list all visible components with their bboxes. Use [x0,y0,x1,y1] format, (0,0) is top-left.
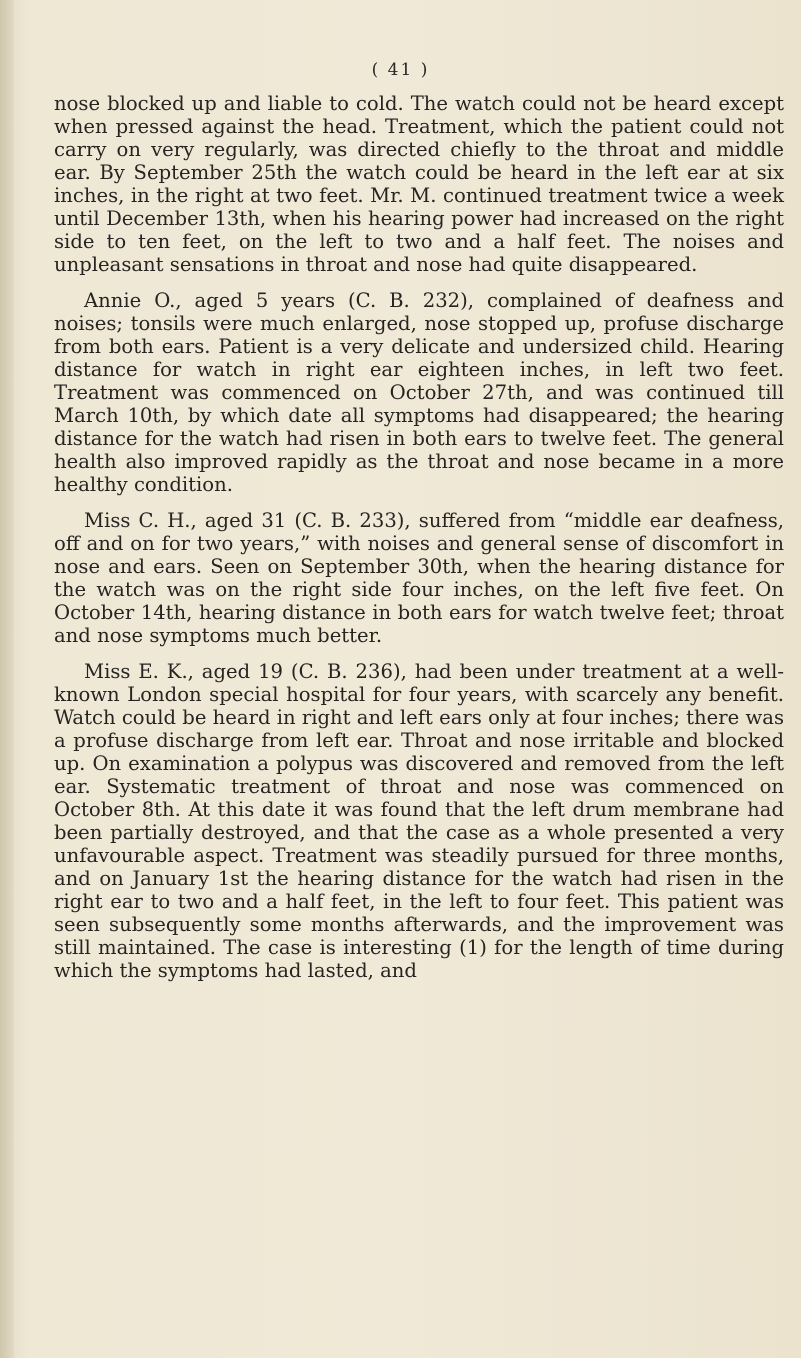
body-text [54,92,784,982]
paragraph-annie-o: Annie O., aged 5 years (C. B. 232), complained of deafness and noises; tonsils were much enlarged, nose stopped up, profuse discharge from both ears. Patient is a very delicate and undersized child. Hearing distance for watch in right ear eighteen inches, in left two feet. Treatment was commenced on October 27th, and was continued till March 10th, by which date all symptoms had disappeared; the hearing distance for the watch had risen in both ears to twelve feet. The general health also improved rapidly as the throat and nose became in a more healthy condition. [54,289,784,496]
page-binding-edge [0,0,14,1358]
paragraph-miss-e-k: Miss E. K., aged 19 (C. B. 236), had been under treatment at a well-known London special hospital for four years, with scarcely any benefit. Watch could be heard in right and left ears only at four inches; there was a profuse discharge from left ear. Throat and nose irritable and blocked up. On examination a polypus was discovered and removed from the left ear. Systematic treatment of throat and nose was commenced on October 8th. At this date it was found that the left drum membrane had been partially destroyed, and that the case as a whole presented a very unfavourable aspect. Treatment was steadily pursued for three months, and on January 1st the hearing distance for the watch had risen in the right ear to two and a half feet, in the left to four feet. This patient was seen subsequently some months afterwards, and the improvement was still maintained. The case is interesting (1) for the length of time during which the symptoms had lasted, and [54,660,784,982]
paragraph-miss-c-h: Miss C. H., aged 31 (C. B. 233), suffered from “middle ear deafness, off and on for two years,” with noises and general sense of discomfort in nose and ears. Seen on September 30th, when the hearing distance for the watch was on the right side four inches, on the left five feet. On October 14th, hearing distance in both ears for watch twelve feet; throat and nose symptoms much better. [54,509,784,647]
page-number: ( 41 ) [371,60,430,80]
paragraph-continuation: nose blocked up and liable to cold. The watch could not be heard except when pressed against the head. Treatment, which the patient could not carry on very regularly, was directed chiefly to the throat and middle ear. By September 25th the watch could be heard in the left ear at six inches, in the right at two feet. Mr. M. continued treatment twice a week until December 13th, when his hearing power had increased on the right side to ten feet, on the left to two and a half feet. The noises and unpleasant sensations in throat and nose had quite disappeared. [54,92,784,276]
